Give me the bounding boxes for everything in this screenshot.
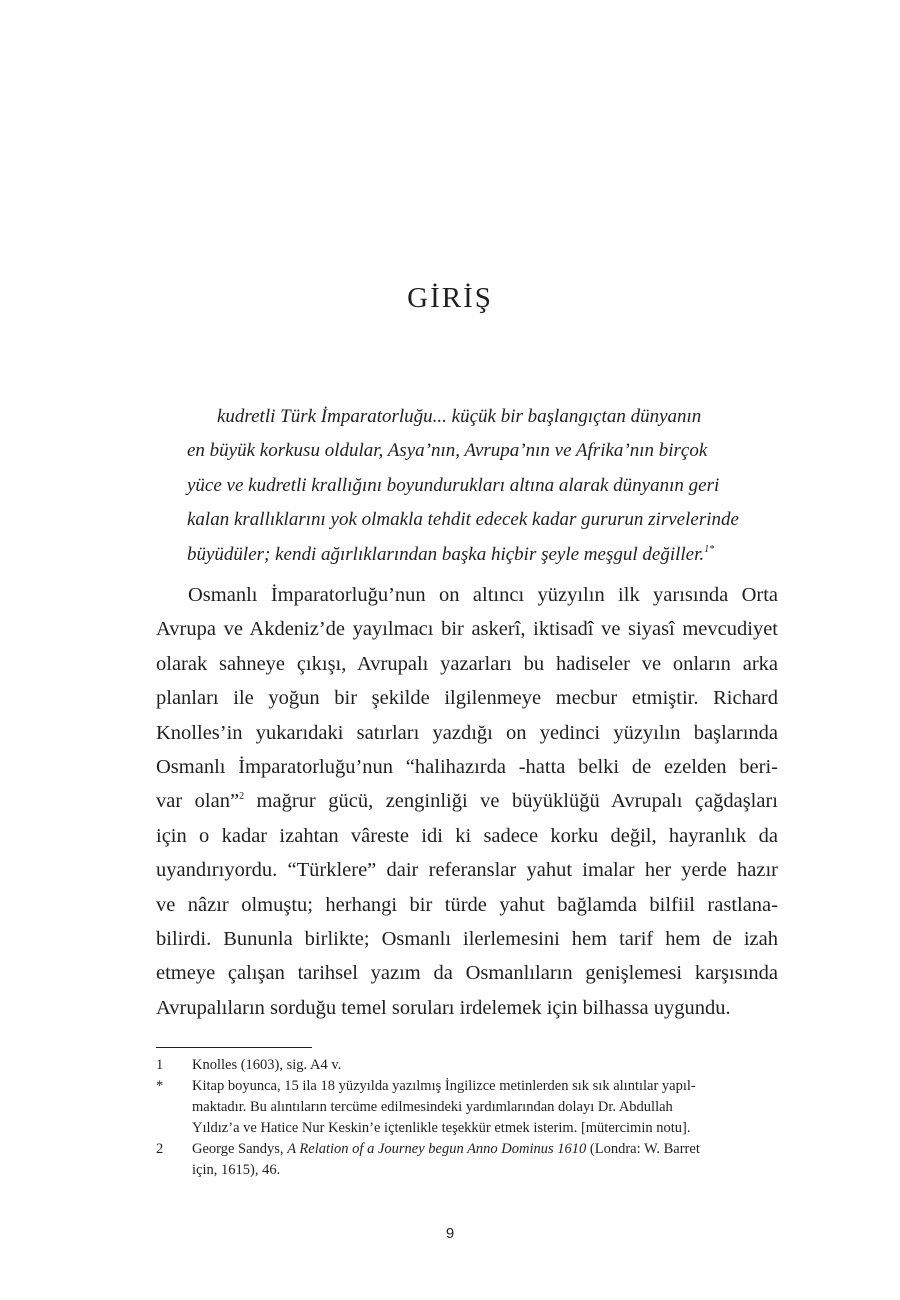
footnote-1 xyxy=(156,1055,778,1076)
footnote-line xyxy=(192,1139,778,1160)
footnote-line: Knolles (1603), sig. A4 v. xyxy=(192,1057,342,1073)
footnote-text xyxy=(192,1076,778,1139)
footnote-text xyxy=(192,1055,778,1076)
body-line: planları ile yoğun bir şekilde ilgilenmeye mecbur etmiştir. Richard xyxy=(156,687,778,710)
chapter-title: GİRİŞ xyxy=(407,282,493,314)
body-line: Knolles’in yukarıdaki satırları yazdığı on yedinci yüzyılın başlarında xyxy=(156,721,778,744)
footnote-mark: 1 xyxy=(156,1057,164,1073)
epigraph-line-last xyxy=(187,538,777,572)
epigraph-line: kalan krallıklarını yok olmakla tehdit edecek kadar gururun zirvelerinde xyxy=(187,509,739,531)
body-line: bilirdi. Bununla birlikte; Osmanlı ilerlemesini hem tarif hem de izah xyxy=(156,928,778,951)
page-number: 9 xyxy=(445,1225,455,1242)
footnote-2 xyxy=(156,1139,778,1181)
body-line: Osmanlı İmparatorluğu’nun on altıncı yüzyılın ilk yarısında Orta xyxy=(188,584,778,606)
footnote-author: George Sandys, xyxy=(192,1141,288,1157)
body-line: uyandırıyordu. “Türklere” dair referanslar yahut imalar her yerde hazır xyxy=(156,859,778,882)
body-line-with-ref xyxy=(156,784,778,818)
footnote-line: Kitap boyunca, 15 ila 18 yüzyılda yazılmış İngilizce metinlerden sık sık alıntılar yapıl- xyxy=(192,1078,696,1094)
body-text: var olan” xyxy=(156,790,240,813)
footnote-mark: 2 xyxy=(156,1141,164,1157)
footnote-translator xyxy=(156,1076,778,1139)
footnote-line: için, 1615), 46. xyxy=(192,1162,281,1178)
footnote-ref-1: 1* xyxy=(704,543,715,555)
epigraph xyxy=(187,400,777,572)
footnote-publisher: (Londra: W. Barret xyxy=(586,1141,700,1157)
epigraph-text: büyüdüler; kendi ağırlıklarından başka hiçbir şeyle meşgul değiller. xyxy=(187,543,705,565)
body-line: Osmanlı İmparatorluğu’nun “halihazırda -hatta belki de ezelden beri- xyxy=(156,756,778,779)
body-paragraph xyxy=(156,578,778,1025)
body-line: etmeye çalışan tarihsel yazım da Osmanlıların genişlemesi karşısında xyxy=(156,962,778,985)
body-line: olarak sahneye çıkışı, Avrupalı yazarları bu hadiseler ve onların arka xyxy=(156,652,778,675)
footnote-ref-2: 2 xyxy=(239,791,245,803)
footnote-line: Yıldız’a ve Hatice Nur Keskin’e içtenlikle teşekkür etmek isterim. [mütercimin notu]. xyxy=(192,1120,691,1136)
epigraph-line: en büyük korkusu oldular, Asya’nın, Avrupa’nın ve Afrika’nın birçok xyxy=(187,440,708,462)
footnote-book-title: A Relation of a Journey begun Anno Dominus 1610 xyxy=(287,1141,587,1157)
footnote-text xyxy=(192,1139,778,1181)
body-line: Avrupa ve Akdeniz’de yayılmacı bir askerî, iktisadî ve siyasî mevcudiyet xyxy=(156,618,778,641)
body-line: ve nâzır olmuştu; herhangi bir türde yahut bağlamda bilfiil rastlana- xyxy=(156,893,778,916)
footnote-mark: * xyxy=(156,1078,164,1094)
footnotes xyxy=(156,1055,778,1181)
body-text: mağrur gücü, zenginliği ve büyüklüğü Avrupalı çağdaşları xyxy=(244,790,778,813)
epigraph-line: yüce ve kudretli krallığını boyundurukları altına alarak dünyanın geri xyxy=(187,474,720,496)
footnote-line: maktadır. Bu alıntıların tercüme edilmesindeki yardımlarından dolayı Dr. Abdullah xyxy=(192,1099,673,1115)
footnote-separator xyxy=(156,1047,312,1048)
body-line: için o kadar izahtan vâreste idi ki sadece korku değil, hayranlık da xyxy=(156,824,778,847)
epigraph-line: kudretli Türk İmparatorluğu... küçük bir başlangıçtan dünyanın xyxy=(217,406,702,427)
body-line: Avrupalıların sorduğu temel soruları irdelemek için bilhassa uygundu. xyxy=(156,996,731,1019)
